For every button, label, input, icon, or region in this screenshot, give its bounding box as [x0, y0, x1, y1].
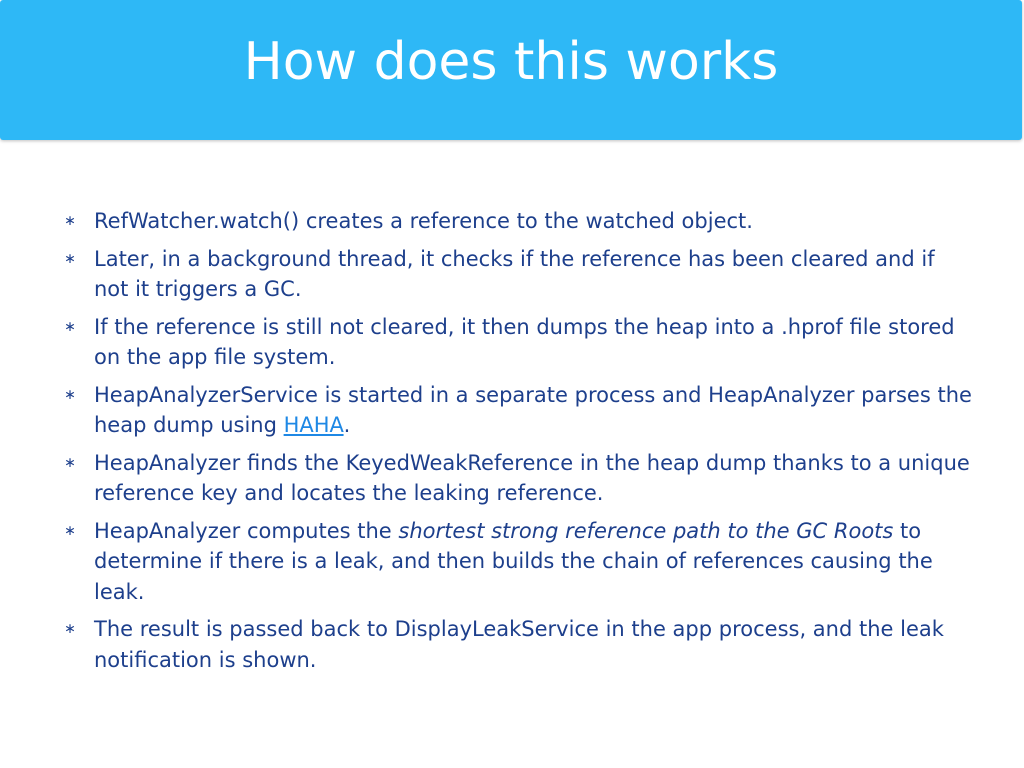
bullet-text: Later, in a background thread, it checks if the reference has been cleared and if not it triggers a GC. — [94, 246, 935, 301]
title-bar — [0, 0, 1022, 140]
haha-link[interactable]: HAHA — [283, 413, 344, 437]
bullet-item — [62, 448, 972, 509]
bullet-text: The result is passed back to DisplayLeakService in the app process, and the leak notification is shown. — [94, 617, 944, 672]
bullet-item — [62, 206, 972, 237]
asterisk-bullet-icon: ∗ — [64, 386, 76, 403]
asterisk-bullet-icon: ∗ — [64, 250, 76, 267]
bullet-item — [62, 380, 972, 441]
bullet-text: HeapAnalyzerService is started in a separate process and HeapAnalyzer parses the heap dump using — [94, 382, 972, 437]
bullet-item — [62, 244, 972, 305]
asterisk-bullet-icon: ∗ — [64, 522, 76, 539]
bullet-text: RefWatcher.watch() creates a reference to the watched object. — [94, 209, 753, 233]
emphasized-text: shortest strong reference path to the GC Roots — [398, 518, 894, 543]
bullet-text: HeapAnalyzer computes the — [94, 518, 399, 543]
bullet-item — [62, 516, 972, 608]
bullet-item — [62, 614, 972, 675]
slide-title: How does this works — [243, 32, 779, 92]
bullet-list — [62, 206, 972, 682]
bullet-text: If the reference is still not cleared, it then dumps the heap into a .hprof file stored on the app file system. — [94, 314, 955, 369]
asterisk-bullet-icon: ∗ — [64, 318, 76, 335]
asterisk-bullet-icon: ∗ — [64, 621, 76, 637]
bullet-text: HeapAnalyzer finds the KeyedWeakReference in the heap dump thanks to a unique reference key and locates the leaking reference. — [94, 450, 970, 505]
bullet-text-end: to determine if there is a leak, and then builds the chain of references causing the leak. — [94, 518, 933, 604]
asterisk-bullet-icon: ∗ — [64, 454, 76, 471]
asterisk-bullet-icon: ∗ — [64, 213, 76, 229]
bullet-item — [62, 312, 972, 373]
bullet-text-end: . — [343, 413, 351, 437]
